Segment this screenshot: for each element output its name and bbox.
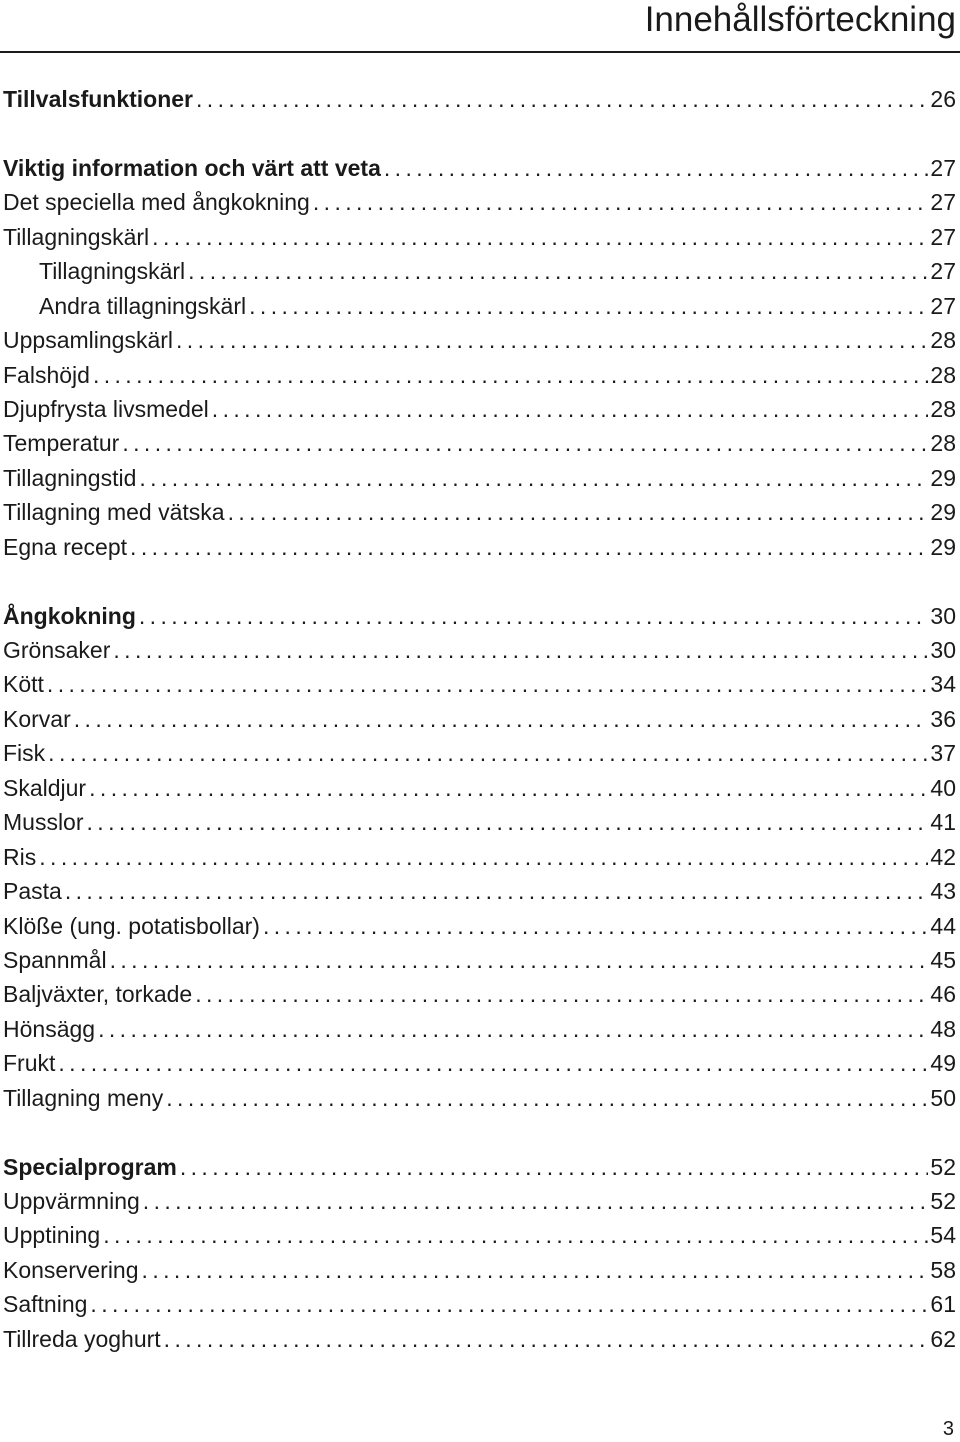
dot-leader (143, 1184, 929, 1218)
dot-leader (130, 530, 928, 564)
toc-entry-page: 28 (930, 327, 956, 354)
dot-leader (74, 702, 929, 736)
toc-entry-page: 36 (930, 705, 956, 732)
toc-entry-page: 62 (930, 1325, 956, 1352)
toc-entry[interactable] (3, 1322, 956, 1356)
toc-section-heading[interactable] (3, 151, 956, 185)
toc-entry-label: Klöße (ung. potatisbollar) (3, 912, 260, 939)
toc-entry-label: Saftning (3, 1291, 88, 1318)
toc-entry-label: Pasta (3, 878, 62, 905)
toc-entry-page: 27 (930, 292, 956, 319)
toc-entry[interactable] (3, 1184, 956, 1218)
toc-entry-page: 28 (930, 430, 956, 457)
toc-entry-label: Frukt (3, 1050, 56, 1077)
toc-entry-label: Grönsaker (3, 637, 111, 663)
toc-entry-page: 27 (930, 258, 956, 285)
toc-entry-page: 28 (930, 395, 956, 422)
toc-entry-label: Egna recept (3, 533, 128, 560)
toc-entry-page: 34 (930, 671, 956, 698)
dot-leader (263, 909, 928, 943)
toc-entry[interactable] (3, 392, 956, 426)
toc-entry-label: Konservering (3, 1256, 139, 1283)
toc-entry-page: 50 (930, 1084, 956, 1111)
toc-entry[interactable] (3, 805, 956, 839)
section-spacer (3, 116, 956, 150)
toc-entry[interactable] (3, 840, 956, 874)
dot-leader (98, 1012, 928, 1046)
toc-entry[interactable] (3, 461, 956, 495)
page-title: Innehållsförteckning (644, 0, 956, 39)
toc-entry[interactable] (3, 1287, 956, 1321)
dot-leader (39, 840, 928, 874)
toc-entry[interactable] (3, 702, 956, 736)
toc-entry[interactable] (3, 426, 956, 460)
toc-entry-label: Ångkokning (3, 602, 136, 629)
dot-leader (228, 495, 929, 529)
dot-leader (152, 220, 928, 254)
toc-entry-label: Tillagning meny (3, 1084, 164, 1111)
dot-leader (122, 426, 928, 460)
toc-entry[interactable] (3, 633, 956, 667)
toc-entry-label: Temperatur (3, 430, 120, 457)
toc-entry-label: Upptining (3, 1222, 101, 1249)
toc-entry[interactable] (3, 1218, 956, 1252)
dot-leader (89, 771, 928, 805)
toc-entry[interactable] (3, 289, 956, 323)
toc-entry-page: 44 (930, 912, 956, 939)
toc-entry-page: 42 (930, 843, 956, 870)
toc-entry[interactable] (3, 909, 956, 943)
toc-entry[interactable] (3, 495, 956, 529)
dot-leader (164, 1322, 929, 1356)
dot-leader (142, 1253, 929, 1287)
toc-entry-page: 29 (930, 533, 956, 560)
dot-leader (212, 392, 929, 426)
toc-entry-page: 45 (930, 946, 956, 973)
page-number: 3 (942, 1418, 954, 1440)
toc-entry[interactable] (3, 1253, 956, 1287)
toc-entry[interactable] (3, 977, 956, 1011)
toc-entry-page: 52 (930, 1153, 956, 1180)
toc-entry[interactable] (3, 667, 956, 701)
toc-entry[interactable] (3, 185, 956, 219)
table-of-contents (3, 82, 956, 1356)
toc-entry-page: 28 (930, 361, 956, 388)
section-spacer (3, 564, 956, 598)
toc-entry-label: Djupfrysta livsmedel (3, 395, 209, 422)
toc-entry-label: Tillreda yoghurt (3, 1325, 161, 1352)
toc-entry-page: 37 (930, 740, 956, 767)
toc-entry-label: Tillagningskärl (3, 223, 150, 250)
dot-leader (166, 1081, 928, 1115)
toc-entry-label: Ris (3, 843, 37, 870)
toc-entry-label: Andra tillagningskärl (39, 292, 247, 319)
toc-entry-page: 27 (930, 189, 956, 216)
dot-leader (384, 151, 929, 185)
dot-leader (58, 1046, 928, 1080)
toc-section-heading[interactable] (3, 599, 956, 633)
toc-entry-page: 43 (930, 878, 956, 905)
dot-leader (90, 1287, 928, 1321)
toc-entry-label: Falshöjd (3, 361, 90, 388)
toc-entry-page: 27 (930, 154, 956, 181)
dot-leader (93, 358, 928, 392)
toc-entry[interactable] (3, 1046, 956, 1080)
dot-leader (65, 874, 929, 908)
toc-entry-page: 52 (930, 1188, 956, 1214)
dot-leader (48, 736, 928, 770)
toc-entry-label: Baljväxter, torkade (3, 981, 193, 1008)
dot-leader (139, 599, 929, 633)
toc-entry-label: Korvar (3, 705, 71, 732)
toc-entry[interactable] (3, 1081, 956, 1115)
toc-entry-page: 40 (930, 774, 956, 801)
toc-entry-label: Uppsamlingskärl (3, 327, 174, 354)
toc-entry[interactable] (3, 254, 956, 288)
toc-entry-page: 27 (930, 223, 956, 250)
dot-leader (249, 289, 928, 323)
toc-entry[interactable] (3, 530, 956, 564)
toc-entry-label: Hönsägg (3, 1015, 96, 1042)
toc-entry-page: 29 (930, 499, 956, 526)
toc-entry-page: 58 (930, 1256, 956, 1283)
toc-entry-label: Viktig information och värt att veta (3, 154, 381, 181)
toc-entry-page: 46 (930, 981, 956, 1008)
toc-entry-label: Musslor (3, 809, 84, 836)
toc-entry-label: Tillvalsfunktioner (3, 86, 194, 112)
dot-leader (313, 185, 929, 219)
dot-leader (87, 805, 929, 839)
dot-leader (47, 667, 928, 701)
toc-entry-label: Skaldjur (3, 774, 87, 801)
toc-entry[interactable] (3, 323, 956, 357)
dot-leader (103, 1218, 928, 1252)
toc-entry-page: 30 (930, 637, 956, 663)
toc-entry[interactable] (3, 358, 956, 392)
dot-leader (110, 943, 929, 977)
toc-entry[interactable] (3, 736, 956, 770)
section-spacer (3, 1115, 956, 1149)
dot-leader (196, 82, 928, 116)
dot-leader (188, 254, 928, 288)
toc-entry-page: 41 (930, 809, 956, 836)
toc-entry[interactable] (3, 1012, 956, 1046)
dot-leader (195, 977, 928, 1011)
toc-entry-label: Kött (3, 671, 44, 698)
toc-section-heading[interactable] (3, 1150, 956, 1184)
dot-leader (113, 633, 928, 667)
toc-entry-label: Fisk (3, 740, 46, 767)
toc-entry[interactable] (3, 874, 956, 908)
toc-entry-label: Det speciella med ångkokning (3, 189, 310, 216)
toc-entry-label: Specialprogram (3, 1153, 177, 1180)
toc-entry-label: Tillagning med vätska (3, 499, 225, 526)
title-rule (0, 51, 960, 53)
toc-entry-page: 48 (930, 1015, 956, 1042)
dot-leader (180, 1150, 929, 1184)
toc-entry-page: 49 (930, 1050, 956, 1077)
toc-entry-label: Spannmål (3, 946, 107, 973)
toc-section-heading[interactable] (3, 82, 956, 116)
toc-entry-page: 29 (930, 464, 956, 491)
dot-leader (139, 461, 928, 495)
toc-entry[interactable] (3, 943, 956, 977)
toc-entry-label: Tillagningskärl (39, 258, 186, 285)
toc-entry-label: Tillagningstid (3, 464, 137, 491)
dot-leader (176, 323, 928, 357)
toc-entry-page: 30 (930, 602, 956, 629)
toc-entry-page: 61 (930, 1291, 956, 1318)
toc-entry-page: 26 (930, 86, 956, 112)
toc-entry[interactable] (3, 220, 956, 254)
toc-entry-page: 54 (930, 1222, 956, 1249)
toc-entry-label: Uppvärmning (3, 1188, 140, 1214)
toc-entry[interactable] (3, 771, 956, 805)
